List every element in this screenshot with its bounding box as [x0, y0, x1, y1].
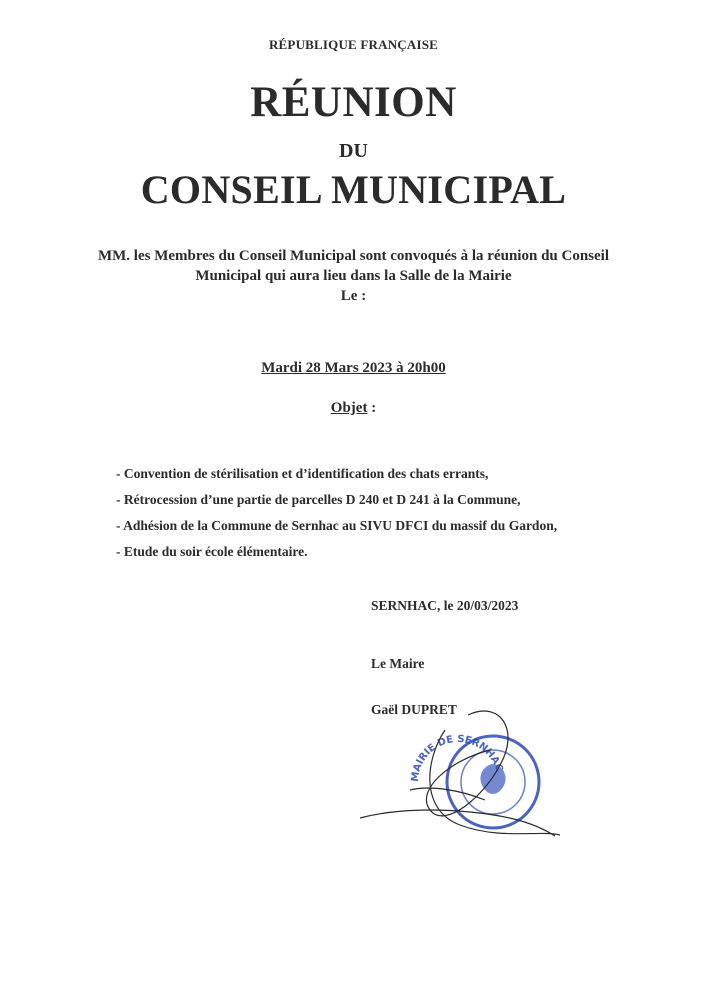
- mairie-stamp: [410, 734, 539, 828]
- republic-header: RÉPUBLIQUE FRANÇAISE: [268, 37, 439, 52]
- mayor-title: Le Maire: [371, 656, 425, 671]
- meeting-date-text: Mardi 28 Mars 2023 à 20h00: [261, 360, 446, 376]
- agenda-item: - Rétrocession d’une partie de parcelles D 240 et D 241 à la Commune,: [116, 492, 521, 507]
- agenda-item: - Adhésion de la Commune de Sernhac au SIVU DFCI du massif du Gardon,: [116, 518, 558, 533]
- meeting-date: [0, 360, 707, 377]
- intro-paragraph: [60, 246, 647, 306]
- agenda-item: - Convention de stérilisation et d’identification des chats errants,: [116, 466, 489, 481]
- agenda-list: [116, 461, 557, 565]
- intro-line-3: Le :: [340, 288, 367, 304]
- title-conseil-municipal: CONSEIL MUNICIPAL: [140, 167, 567, 212]
- stamp-text-path: MAIRIE DE SERNHAC: [409, 733, 505, 783]
- intro-line-1: MM. les Membres du Conseil Municipal sont convoqués à la réunion du Conseil: [97, 248, 610, 264]
- objet-suffix: :: [367, 400, 377, 416]
- title-du: DU: [339, 140, 368, 162]
- place-and-date: SERNHAC, le 20/03/2023: [371, 598, 519, 613]
- objet-label: Objet: [330, 400, 368, 416]
- mayor-name: Gaël DUPRET: [371, 702, 457, 717]
- title-reunion: RÉUNION: [250, 79, 457, 126]
- intro-line-2: Municipal qui aura lieu dans la Salle de la Mairie: [195, 268, 512, 284]
- signature-and-stamp: [350, 690, 570, 850]
- agenda-item: - Etude du soir école élémentaire.: [116, 544, 308, 559]
- objet-heading: [0, 400, 707, 417]
- handwritten-signature: [360, 711, 560, 836]
